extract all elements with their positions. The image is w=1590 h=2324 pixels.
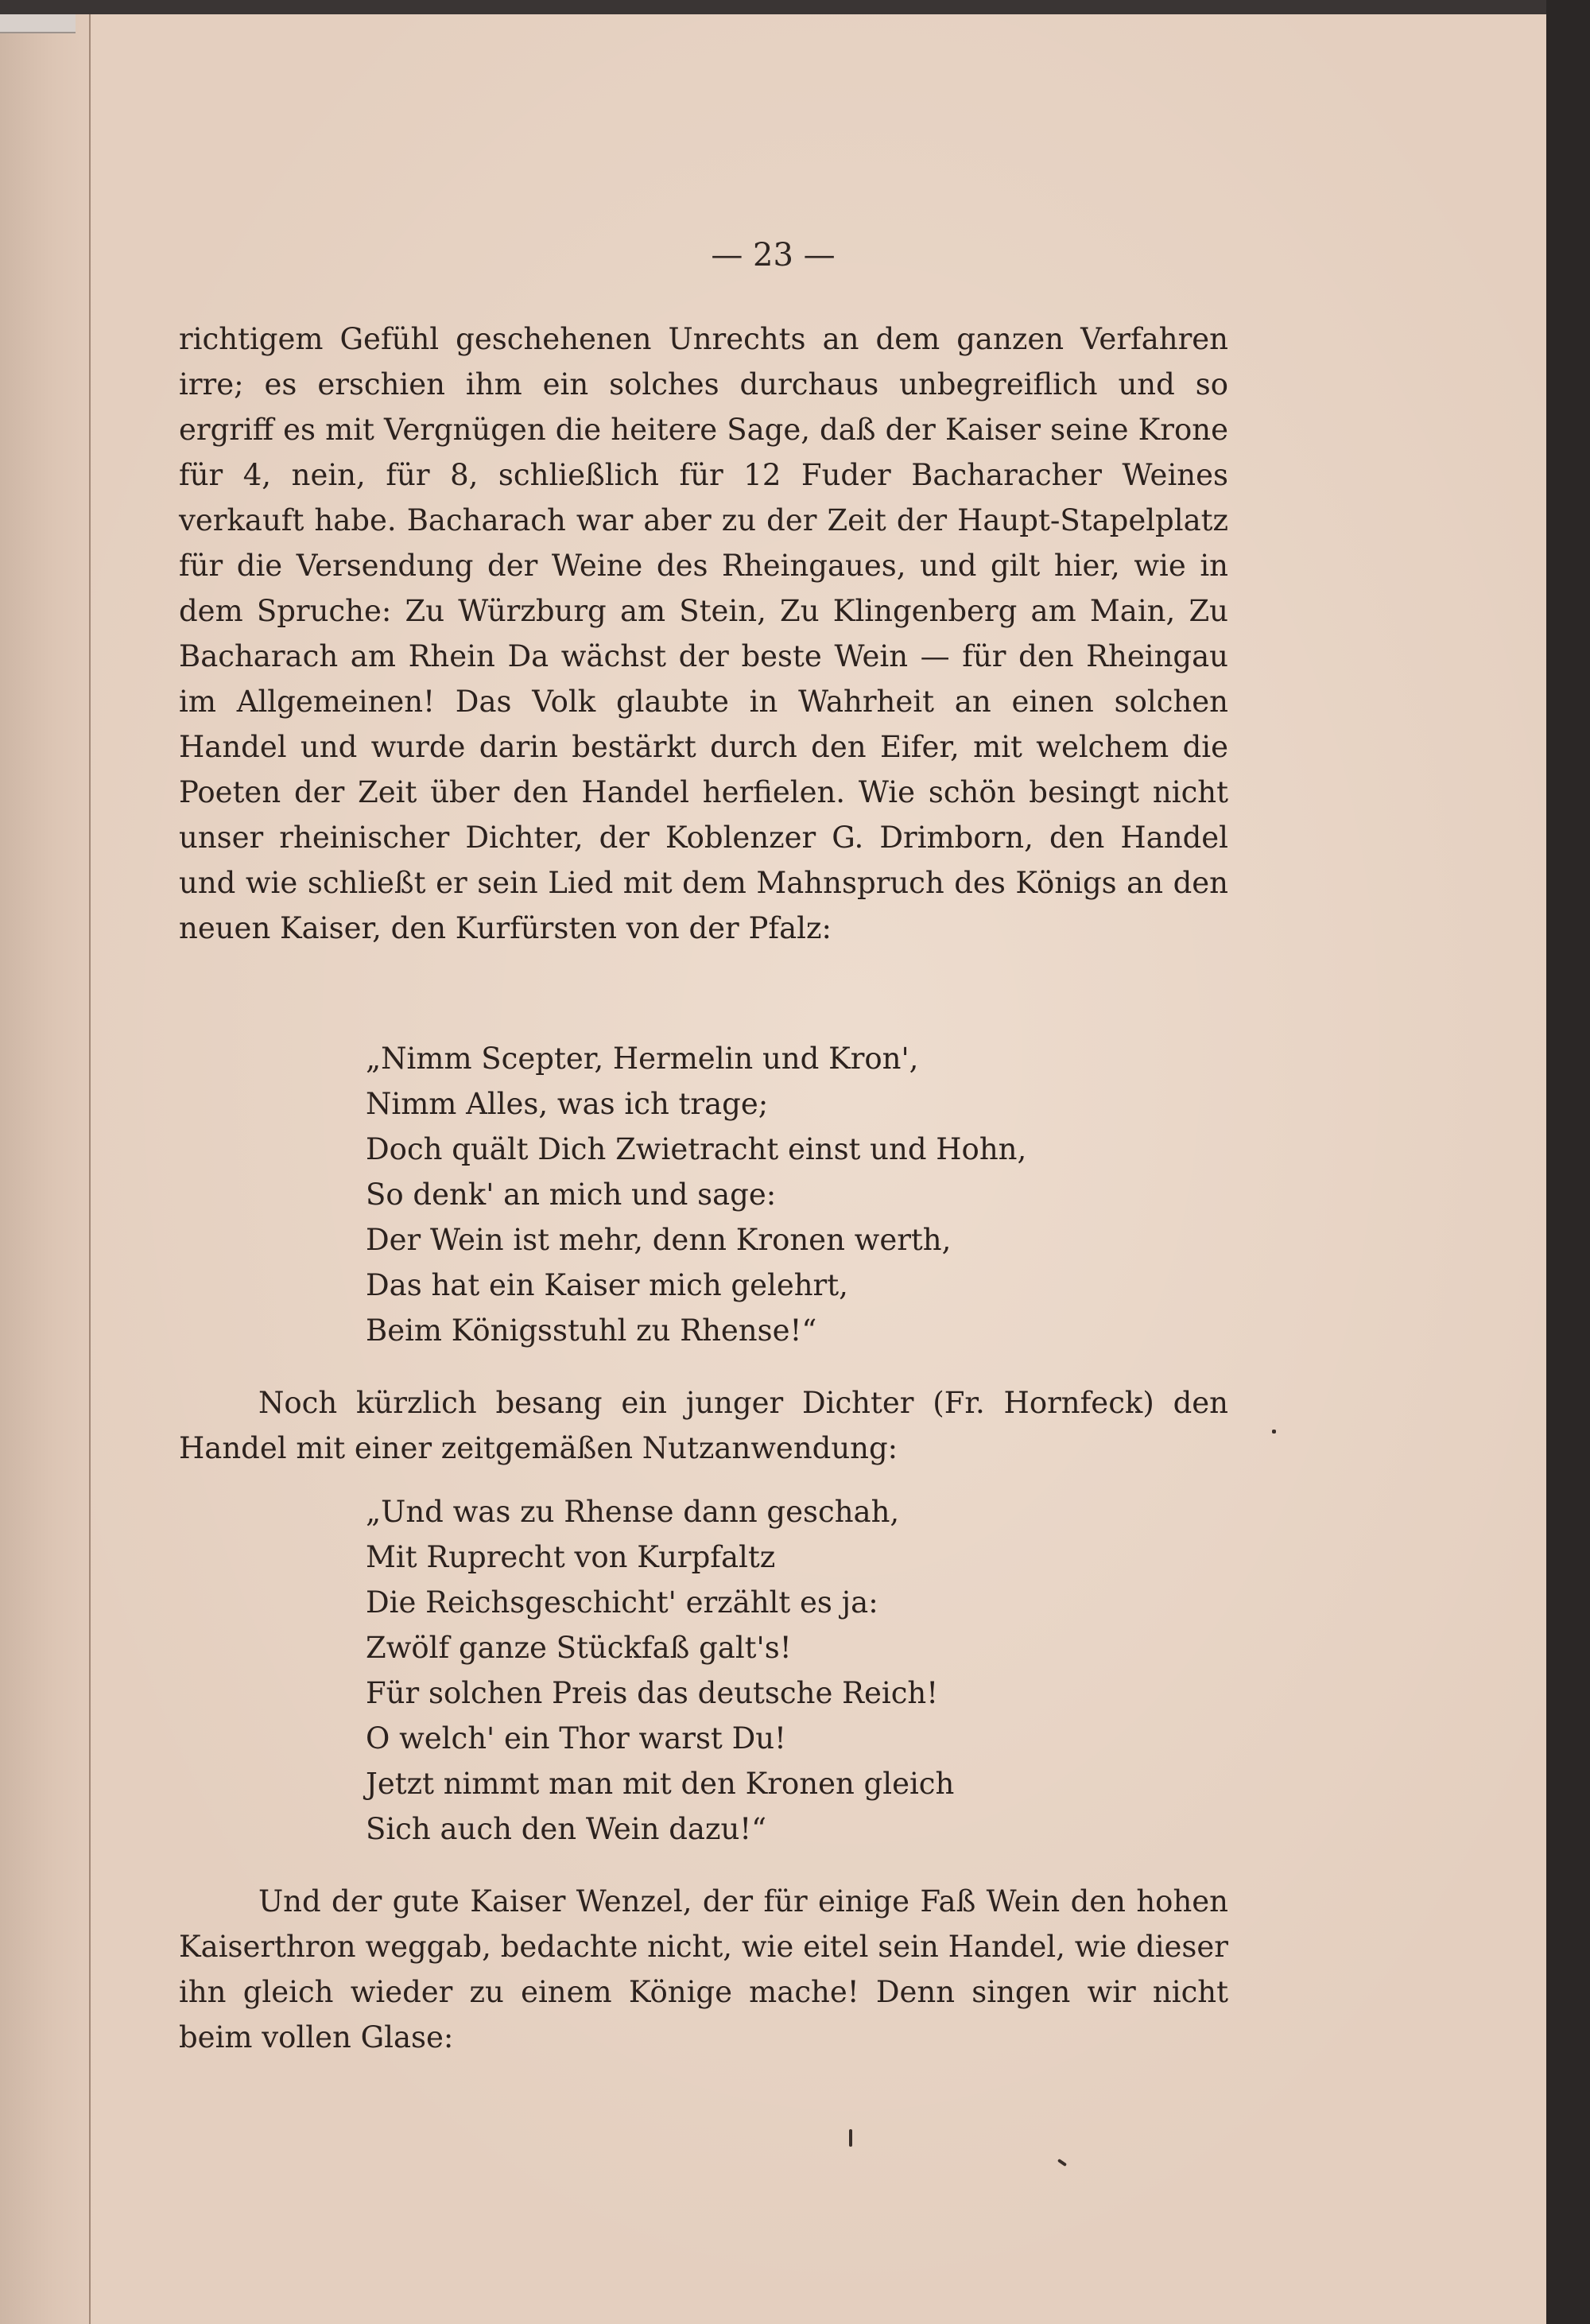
paragraph-3: Und der gute Kaiser Wenzel, der für einige Faß Wein den hohen Kaiserthron weggab, bedachte nicht, wie eitel sein Handel, wie dieser ihn gleich wieder zu einem Könige mache! Denn singen wir nicht beim vollen Glase: (179, 1884, 1228, 2054)
text-block-2 (179, 1380, 1228, 1471)
verse-line: Doch quält Dich Zwietracht einst und Hohn, (366, 1132, 1027, 1166)
paper-speck (1057, 2159, 1067, 2167)
book-edge-shadow (1546, 0, 1590, 2324)
book-page (0, 14, 1546, 2324)
verse-line: Beim Königsstuhl zu Rhense!“ (366, 1313, 817, 1348)
verse-line: „Nimm Scepter, Hermelin und Kron', (366, 1042, 919, 1076)
paragraph-2: Noch kürzlich besang ein junger Dichter (Fr. Hornfeck) den Handel mit einer zeitgemäßen Nutzanwendung: (179, 1386, 1228, 1465)
text-block-3 (179, 1879, 1228, 2060)
verse-line: Zwölf ganze Stückfaß galt's! (366, 1631, 792, 1665)
verse-line: Die Reichsgeschicht' erzählt es ja: (366, 1585, 878, 1620)
verse-line: Sich auch den Wein dazu!“ (366, 1812, 767, 1846)
verse-line: O welch' ein Thor warst Du! (366, 1721, 786, 1756)
verse-2 (366, 1489, 954, 1852)
verse-line: Jetzt nimmt man mit den Kronen gleich (366, 1767, 955, 1801)
verse-line: Das hat ein Kaiser mich gelehrt, (366, 1268, 848, 1302)
verse-1 (366, 1036, 1026, 1353)
verse-line: Für solchen Preis das deutsche Reich! (366, 1676, 939, 1710)
verse-line: Der Wein ist mehr, denn Kronen werth, (366, 1223, 952, 1257)
paper-speck (849, 2129, 852, 2147)
paper-speck (1272, 1430, 1276, 1434)
page-gutter (0, 14, 91, 2324)
verse-line: So denk' an mich und sage: (366, 1178, 777, 1212)
verse-line: Nimm Alles, was ich trage; (366, 1087, 769, 1121)
previous-page-corner (0, 14, 76, 33)
text-block-1 (179, 316, 1228, 951)
verse-line: „Und was zu Rhense dann geschah, (366, 1495, 900, 1529)
verse-line: Mit Ruprecht von Kurpfaltz (366, 1540, 776, 1574)
paragraph-1: richtigem Gefühl geschehenen Unrechts an dem ganzen Verfahren irre; es erschien ihm ein solches durchaus unbegreiflich und so ergriff es mit Vergnügen die heitere Sage, daß der Kaiser seine Krone für 4, nein, für 8, schließlich für 12 Fuder Bacharacher Weines verkauft habe. Bacharach war aber zu der Zeit der Haupt-Stapelplatz für die Versendung der Weine des Rheingaues, und gilt hier, wie in dem Spruche: Zu Würzburg am Stein, Zu Klingenberg am Main, Zu Bacharach am Rhein Da wächst der beste Wein — für den Rheingau im Allgemeinen! Das Volk glaubte in Wahrheit an einen solchen Handel und wurde darin bestärkt durch den Eifer, mit welchem die Poeten der Zeit über den Handel herfielen. Wie schön besingt nicht unser rheinischer Dichter, der Koblenzer G. Drimborn, den Handel und wie schließt er sein Lied mit dem Mahnspruch des Königs an den neuen Kaiser, den Kurfürsten von der Pfalz: (179, 322, 1228, 945)
page-number: — 23 — (711, 237, 836, 274)
